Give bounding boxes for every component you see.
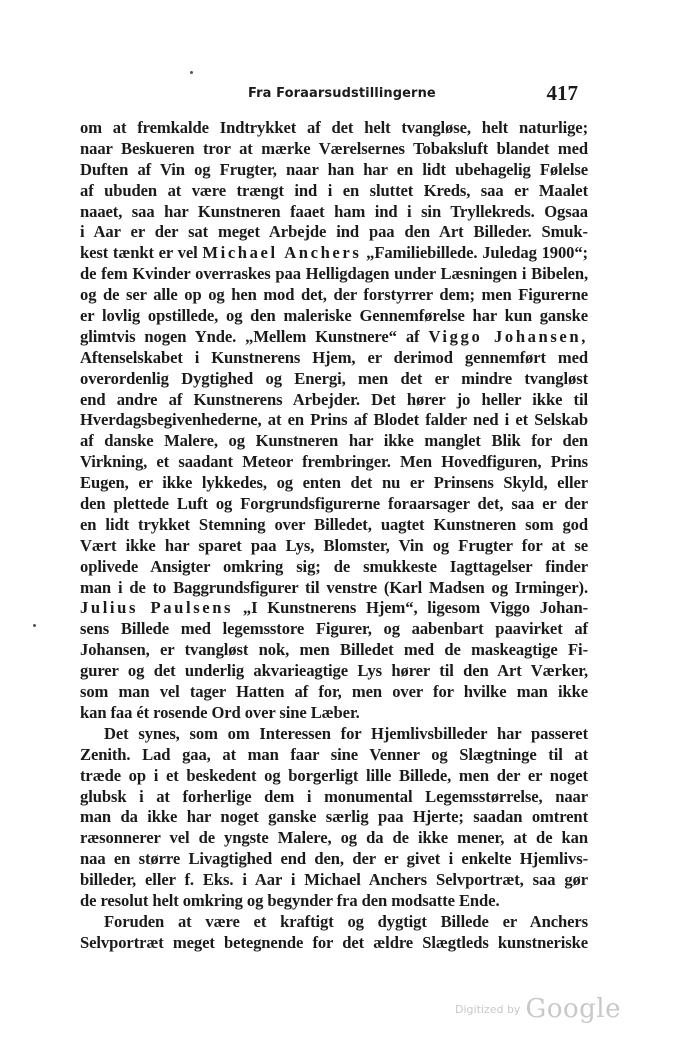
text-segment: Vært ikke har sparet paa Lys, Blomster, Vin og Frugter for at se [80, 535, 588, 555]
text-segment: den plettede Luft og Forgrundsfigurerne foraarsager det, saa er der [80, 494, 588, 514]
text-line [80, 369, 588, 390]
text-line [80, 139, 588, 160]
text-segment: som man vel tager Hatten af for, men over for hvilke man ikke [80, 682, 588, 702]
page-number: 417 [546, 81, 578, 105]
text-segment: billeder, eller f. Eks. i Aar i Michael Anchers Selvportræt, saa gør [80, 870, 588, 890]
text-segment: Selvportræt meget betegnende for det ældre Slægtleds kunstneriske [80, 932, 588, 952]
text-line [80, 870, 588, 891]
text-line [80, 598, 588, 619]
text-line [80, 243, 588, 264]
text-line [80, 202, 588, 223]
text-line [80, 828, 588, 849]
text-segment: ræsonnerer vel de yngste Malere, og da de ikke mener, at de kan [80, 828, 588, 848]
text-segment: Virkning, et saadant Meteor frembringer. Men Hovedfiguren, Prins [80, 452, 588, 472]
text-segment: overordenlig Dygtighed og Energi, men det er mindre tvangløst [80, 368, 588, 388]
text-segment: Duften af Vin og Frugter, naar han har en lidt ubehagelig Følelse [80, 159, 588, 179]
text-line [80, 390, 588, 411]
print-speck [190, 71, 193, 74]
text-segment: naa en større Livagtighed end den, der er givet i enkelte Hjemlivs- [80, 849, 588, 869]
text-line [80, 285, 588, 306]
text-line [80, 891, 588, 912]
google-logo: Google [525, 994, 621, 1024]
spaced-name: Julius Paulsens [80, 598, 234, 618]
text-segment: glubsk i at forherlige dem i monumental Legemsstørrelse, naar [80, 786, 588, 806]
watermark-prefix: Digitized by [455, 1003, 521, 1016]
page-header [80, 81, 600, 108]
text-segment: af danske Malere, og Kunstneren har ikke manglet Blik for den [80, 431, 588, 451]
text-segment: sens Billede med legemsstore Figurer, og aabenbart paavirket af [80, 619, 588, 639]
paragraph [80, 912, 588, 954]
body-text [80, 118, 588, 954]
text-line [80, 745, 588, 766]
text-segment: i Aar er der sat meget Arbejde ind paa den Art Billeder. Smuk- [80, 222, 588, 242]
text-line [80, 578, 588, 599]
print-speck [33, 624, 36, 627]
text-line [80, 787, 588, 808]
text-segment: Johansen, er tvangløst nok, men Billedet med de maskeagtige Fi- [80, 640, 588, 660]
text-segment: man i de to Baggrundsfigurer til venstre (Karl Madsen og Irminger). [80, 577, 588, 597]
running-title: Fra Foraarsudstillingerne [248, 86, 436, 101]
paragraph [80, 724, 588, 912]
text-line [80, 912, 588, 933]
text-segment: naaet, saa har Kunstneren faaet ham ind i sin Tryllekreds. Ogsaa [80, 201, 588, 221]
text-segment: Zenith. Lad gaa, at man faar sine Venner og Slægtninge til at [80, 744, 588, 764]
text-segment: Hverdagsbegivenhederne, at en Prins af Blodet falder ned i et Selskab [80, 410, 588, 430]
text-line [80, 494, 588, 515]
text-line [80, 118, 588, 139]
text-line [80, 160, 588, 181]
text-line [80, 933, 588, 954]
text-line [80, 222, 588, 243]
text-segment: og de ser alle op og hen mod det, der forstyrrer dem; men Figurerne [80, 285, 588, 305]
text-segment: kan faa ét rosende Ord over sine Læber. [80, 702, 360, 722]
text-segment: Det synes, som om Interessen for Hjemlivsbilleder har passeret [104, 723, 588, 743]
text-line [80, 264, 588, 285]
text-line [80, 181, 588, 202]
text-segment: man da ikke har noget ganske særlig paa Hjerte; saadan omtrent [80, 807, 588, 827]
spaced-name: Viggo Johansen, [428, 326, 588, 346]
text-line [80, 661, 588, 682]
text-line [80, 703, 588, 724]
text-line [80, 306, 588, 327]
text-line [80, 452, 588, 473]
text-segment: oplivede Ansigter omkring sig; de smukkeste Iagttagelser finder [80, 556, 588, 576]
text-segment: naar Beskueren tror at mærke Værelsernes Tobaksluft blandet med [80, 138, 588, 158]
spaced-name: Michael Anchers [202, 243, 362, 263]
text-line [80, 536, 588, 557]
text-segment: en lidt trykket Stemning over Billedet, uagtet Kunstneren som god [80, 514, 588, 534]
text-segment: gurer og det underlig akvarieagtige Lys hører til den Art Værker, [80, 661, 588, 681]
text-segment: „Familiebillede. Juledag 1900“; [361, 243, 588, 263]
text-line [80, 682, 588, 703]
text-segment: træde op i et beskedent og borgerligt lille Billede, men der er noget [80, 765, 588, 785]
text-segment: de fem Kvinder overraskes paa Helligdagen under Læsningen i Bibelen, [80, 264, 588, 284]
text-line [80, 849, 588, 870]
text-line [80, 640, 588, 661]
text-line [80, 348, 588, 369]
text-line [80, 431, 588, 452]
text-line [80, 327, 588, 348]
text-segment: Aftenselskabet i Kunstnerens Hjem, er derimod gennemført med [80, 347, 588, 367]
text-segment: glimtvis nogen Ynde. „Mellem Kunstnere“ af [80, 326, 429, 346]
text-line [80, 619, 588, 640]
text-segment: Eugen, er ikke lykkedes, og enten det nu er Prinsens Skyld, eller [80, 473, 588, 493]
paragraph [80, 118, 588, 724]
text-segment: er lovlig opstillede, og den maleriske Gennemførelse har kun ganske [80, 306, 588, 326]
text-line [80, 473, 588, 494]
text-segment: kest tænkt er vel [80, 243, 203, 263]
text-line [80, 766, 588, 787]
text-line [80, 515, 588, 536]
text-segment: om at fremkalde Indtrykket af det helt tvangløse, helt naturlige; [80, 118, 588, 137]
text-segment: end andre af Kunstnerens Arbejder. Det hører jo heller ikke til [80, 389, 588, 409]
text-segment: Foruden at være et kraftigt og dygtigt Billede er Anchers [104, 911, 588, 931]
text-line [80, 557, 588, 578]
digitized-watermark [455, 994, 621, 1024]
text-segment: af ubuden at være trængt ind i en sluttet Kreds, saa er Maalet [80, 180, 588, 200]
text-line [80, 410, 588, 431]
text-line [80, 807, 588, 828]
text-segment: „I Kunstnerens Hjem“, ligesom Viggo Johan- [233, 598, 588, 618]
text-segment: de resolut helt omkring og begynder fra den modsatte Ende. [80, 890, 500, 910]
text-line [80, 724, 588, 745]
